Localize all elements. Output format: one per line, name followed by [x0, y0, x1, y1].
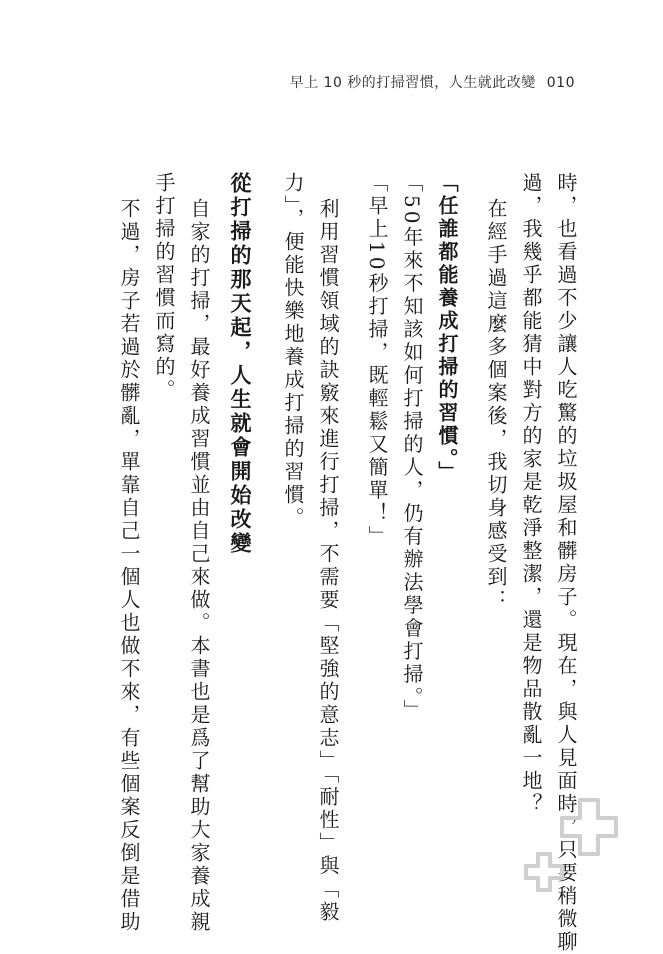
text-column: 利用習慣領域的訣竅來進行打掃，不需要「堅強的意志」「耐性」與「毅 — [316, 198, 340, 924]
text-column: 不過，房子若過於髒亂，單靠自己一個人也做不來，有些個案反倒是借助 — [117, 198, 141, 934]
plus-cluster-ornament-icon — [516, 796, 636, 906]
small-plus-shape — [526, 854, 562, 890]
quote-line: 「任誰都能養成打掃的習慣。」 — [435, 172, 459, 484]
text-column: 手打掃的習慣而寫的。 — [152, 172, 176, 402]
quote-line: 「50年來不知該如何打掃的人，仍有辦法學會打掃。」 — [400, 172, 424, 723]
text-column: 時，也看過不少讓人吃驚的垃圾屋和髒房子。現在，與人見面時，只要稍微聊 — [554, 172, 578, 954]
text-column: 在經手過這麼多個案後，我切身感受到： — [484, 198, 508, 612]
running-header-title: 早上 10 秒的打掃習慣，人生就此改變 — [289, 75, 536, 91]
text-column: 自家的打掃，最好養成習慣並由自己來做。本書也是爲了幫助大家養成親 — [187, 198, 211, 934]
large-plus-shape — [562, 800, 616, 854]
running-header — [290, 72, 575, 92]
quote-line: 「早上10秒打掃，既輕鬆又簡單！」 — [365, 172, 389, 549]
section-heading: 從打掃的那天起，人生就會開始改變 — [228, 172, 252, 556]
text-column: 過，我幾乎都能猜中對方的家是乾淨整潔，還是物品散亂一地？ — [519, 172, 543, 816]
vertical-body-text — [111, 172, 583, 954]
page-number: 010 — [546, 75, 575, 91]
text-column: 力」，便能快樂地養成打掃的習慣。 — [281, 172, 305, 530]
